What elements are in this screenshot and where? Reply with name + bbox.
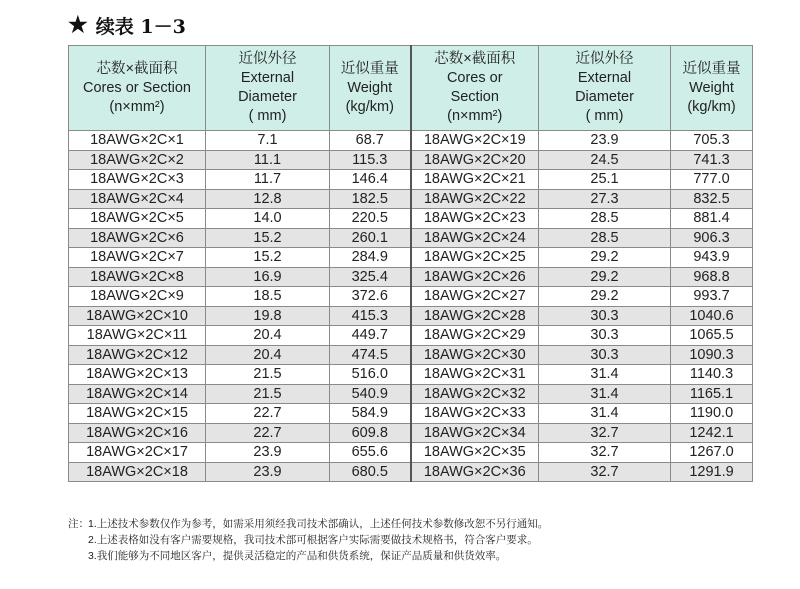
diameter-cell: 30.3 — [539, 306, 671, 326]
header-external-diameter: 近似外径 External Diameter ( mm) — [206, 46, 330, 131]
table-body — [69, 131, 753, 482]
cores-section-cell: 18AWG×2C×29 — [411, 326, 539, 346]
table-row — [69, 404, 753, 424]
diameter-cell: 14.0 — [206, 209, 330, 229]
weight-cell: 284.9 — [330, 248, 411, 268]
diameter-cell: 30.3 — [539, 345, 671, 365]
cores-section-cell: 18AWG×2C×13 — [69, 365, 206, 385]
cores-section-cell: 18AWG×2C×23 — [411, 209, 539, 229]
footnote-label: 注： — [68, 518, 89, 530]
table-row — [69, 228, 753, 248]
table-row — [69, 443, 753, 463]
cores-section-cell: 18AWG×2C×8 — [69, 267, 206, 287]
cores-section-cell: 18AWG×2C×35 — [411, 443, 539, 463]
table-row — [69, 189, 753, 209]
cores-section-cell: 18AWG×2C×7 — [69, 248, 206, 268]
weight-cell: 1242.1 — [671, 423, 753, 443]
table-row — [69, 150, 753, 170]
diameter-cell: 29.2 — [539, 287, 671, 307]
cores-section-cell: 18AWG×2C×4 — [69, 189, 206, 209]
weight-cell: 1090.3 — [671, 345, 753, 365]
weight-cell: 68.7 — [330, 131, 411, 151]
diameter-cell: 28.5 — [539, 228, 671, 248]
table-row — [69, 384, 753, 404]
cores-section-cell: 18AWG×2C×17 — [69, 443, 206, 463]
weight-cell: 1165.1 — [671, 384, 753, 404]
header-weight: 近似重量 Weight (kg/km) — [330, 46, 411, 131]
weight-cell: 146.4 — [330, 170, 411, 190]
cores-section-cell: 18AWG×2C×26 — [411, 267, 539, 287]
diameter-cell: 15.2 — [206, 248, 330, 268]
cores-section-cell: 18AWG×2C×6 — [69, 228, 206, 248]
weight-cell: 115.3 — [330, 150, 411, 170]
footnotes — [68, 516, 548, 564]
cores-section-cell: 18AWG×2C×31 — [411, 365, 539, 385]
table-row — [69, 248, 753, 268]
title-text: 续表 1－3 — [95, 15, 186, 38]
cores-section-cell: 18AWG×2C×16 — [69, 423, 206, 443]
weight-cell: 1040.6 — [671, 306, 753, 326]
header-weight: 近似重量 Weight (kg/km) — [671, 46, 753, 131]
diameter-cell: 20.4 — [206, 326, 330, 346]
diameter-cell: 32.7 — [539, 443, 671, 463]
diameter-cell: 27.3 — [539, 189, 671, 209]
diameter-cell: 23.9 — [206, 462, 330, 482]
weight-cell: 993.7 — [671, 287, 753, 307]
cores-section-cell: 18AWG×2C×5 — [69, 209, 206, 229]
weight-cell: 372.6 — [330, 287, 411, 307]
table-row — [69, 170, 753, 190]
cores-section-cell: 18AWG×2C×18 — [69, 462, 206, 482]
weight-cell: 1140.3 — [671, 365, 753, 385]
weight-cell: 943.9 — [671, 248, 753, 268]
cores-section-cell: 18AWG×2C×27 — [411, 287, 539, 307]
cores-section-cell: 18AWG×2C×22 — [411, 189, 539, 209]
diameter-cell: 20.4 — [206, 345, 330, 365]
page-title — [68, 10, 186, 40]
cores-section-cell: 18AWG×2C×34 — [411, 423, 539, 443]
diameter-cell: 31.4 — [539, 365, 671, 385]
table-row — [69, 267, 753, 287]
table-row — [69, 462, 753, 482]
cores-section-cell: 18AWG×2C×12 — [69, 345, 206, 365]
weight-cell: 655.6 — [330, 443, 411, 463]
weight-cell: 325.4 — [330, 267, 411, 287]
cores-section-cell: 18AWG×2C×32 — [411, 384, 539, 404]
diameter-cell: 18.5 — [206, 287, 330, 307]
diameter-cell: 21.5 — [206, 384, 330, 404]
diameter-cell: 31.4 — [539, 384, 671, 404]
cores-section-cell: 18AWG×2C×30 — [411, 345, 539, 365]
weight-cell: 680.5 — [330, 462, 411, 482]
weight-cell: 584.9 — [330, 404, 411, 424]
table-row — [69, 287, 753, 307]
diameter-cell: 30.3 — [539, 326, 671, 346]
table-header-row — [69, 46, 753, 131]
footnote-item: 2.上述表格如没有客户需要规格，我司技术部可根据客户实际需要做技术规格书，符合客户要求。 — [88, 534, 538, 546]
header-cores-section: 芯数×截面积 Cores or Section (n×mm²) — [69, 46, 206, 131]
diameter-cell: 24.5 — [539, 150, 671, 170]
cores-section-cell: 18AWG×2C×11 — [69, 326, 206, 346]
cores-section-cell: 18AWG×2C×3 — [69, 170, 206, 190]
cores-section-cell: 18AWG×2C×25 — [411, 248, 539, 268]
weight-cell: 182.5 — [330, 189, 411, 209]
weight-cell: 832.5 — [671, 189, 753, 209]
table-row — [69, 345, 753, 365]
cores-section-cell: 18AWG×2C×24 — [411, 228, 539, 248]
weight-cell: 516.0 — [330, 365, 411, 385]
weight-cell: 968.8 — [671, 267, 753, 287]
table-row — [69, 209, 753, 229]
cores-section-cell: 18AWG×2C×20 — [411, 150, 539, 170]
diameter-cell: 32.7 — [539, 462, 671, 482]
cores-section-cell: 18AWG×2C×2 — [69, 150, 206, 170]
cores-section-cell: 18AWG×2C×15 — [69, 404, 206, 424]
weight-cell: 1065.5 — [671, 326, 753, 346]
diameter-cell: 23.9 — [539, 131, 671, 151]
diameter-cell: 12.8 — [206, 189, 330, 209]
weight-cell: 260.1 — [330, 228, 411, 248]
table-row — [69, 365, 753, 385]
diameter-cell: 15.2 — [206, 228, 330, 248]
weight-cell: 881.4 — [671, 209, 753, 229]
weight-cell: 449.7 — [330, 326, 411, 346]
cores-section-cell: 18AWG×2C×14 — [69, 384, 206, 404]
diameter-cell: 31.4 — [539, 404, 671, 424]
cores-section-cell: 18AWG×2C×9 — [69, 287, 206, 307]
cores-section-cell: 18AWG×2C×19 — [411, 131, 539, 151]
cores-section-cell: 18AWG×2C×10 — [69, 306, 206, 326]
diameter-cell: 23.9 — [206, 443, 330, 463]
table-row — [69, 306, 753, 326]
star-icon: ★ — [68, 12, 88, 38]
cores-section-cell: 18AWG×2C×33 — [411, 404, 539, 424]
diameter-cell: 25.1 — [539, 170, 671, 190]
diameter-cell: 11.7 — [206, 170, 330, 190]
diameter-cell: 29.2 — [539, 267, 671, 287]
diameter-cell: 28.5 — [539, 209, 671, 229]
cores-section-cell: 18AWG×2C×21 — [411, 170, 539, 190]
weight-cell: 906.3 — [671, 228, 753, 248]
footnote-item: 注：1.上述技术参数仅作为参考，如需采用须经我司技术部确认，上述任何技术参数修改恕不另行通知。 — [68, 518, 549, 530]
weight-cell: 705.3 — [671, 131, 753, 151]
weight-cell: 474.5 — [330, 345, 411, 365]
diameter-cell: 11.1 — [206, 150, 330, 170]
table-row — [69, 131, 753, 151]
weight-cell: 1190.0 — [671, 404, 753, 424]
diameter-cell: 16.9 — [206, 267, 330, 287]
diameter-cell: 22.7 — [206, 423, 330, 443]
diameter-cell: 7.1 — [206, 131, 330, 151]
weight-cell: 220.5 — [330, 209, 411, 229]
diameter-cell: 21.5 — [206, 365, 330, 385]
table-row — [69, 423, 753, 443]
header-cores-section: 芯数×截面积 Cores or Section (n×mm²) — [411, 46, 539, 131]
cores-section-cell: 18AWG×2C×28 — [411, 306, 539, 326]
header-external-diameter: 近似外径 External Diameter ( mm) — [539, 46, 671, 131]
diameter-cell: 29.2 — [539, 248, 671, 268]
table-row — [69, 326, 753, 346]
spec-table — [68, 45, 753, 482]
cores-section-cell: 18AWG×2C×36 — [411, 462, 539, 482]
weight-cell: 741.3 — [671, 150, 753, 170]
weight-cell: 1291.9 — [671, 462, 753, 482]
weight-cell: 415.3 — [330, 306, 411, 326]
footnote-item: 3.我们能够为不同地区客户，提供灵活稳定的产品和供货系统，保证产品质量和供货效率。 — [88, 550, 507, 562]
weight-cell: 1267.0 — [671, 443, 753, 463]
weight-cell: 777.0 — [671, 170, 753, 190]
weight-cell: 609.8 — [330, 423, 411, 443]
cores-section-cell: 18AWG×2C×1 — [69, 131, 206, 151]
weight-cell: 540.9 — [330, 384, 411, 404]
diameter-cell: 32.7 — [539, 423, 671, 443]
diameter-cell: 22.7 — [206, 404, 330, 424]
diameter-cell: 19.8 — [206, 306, 330, 326]
